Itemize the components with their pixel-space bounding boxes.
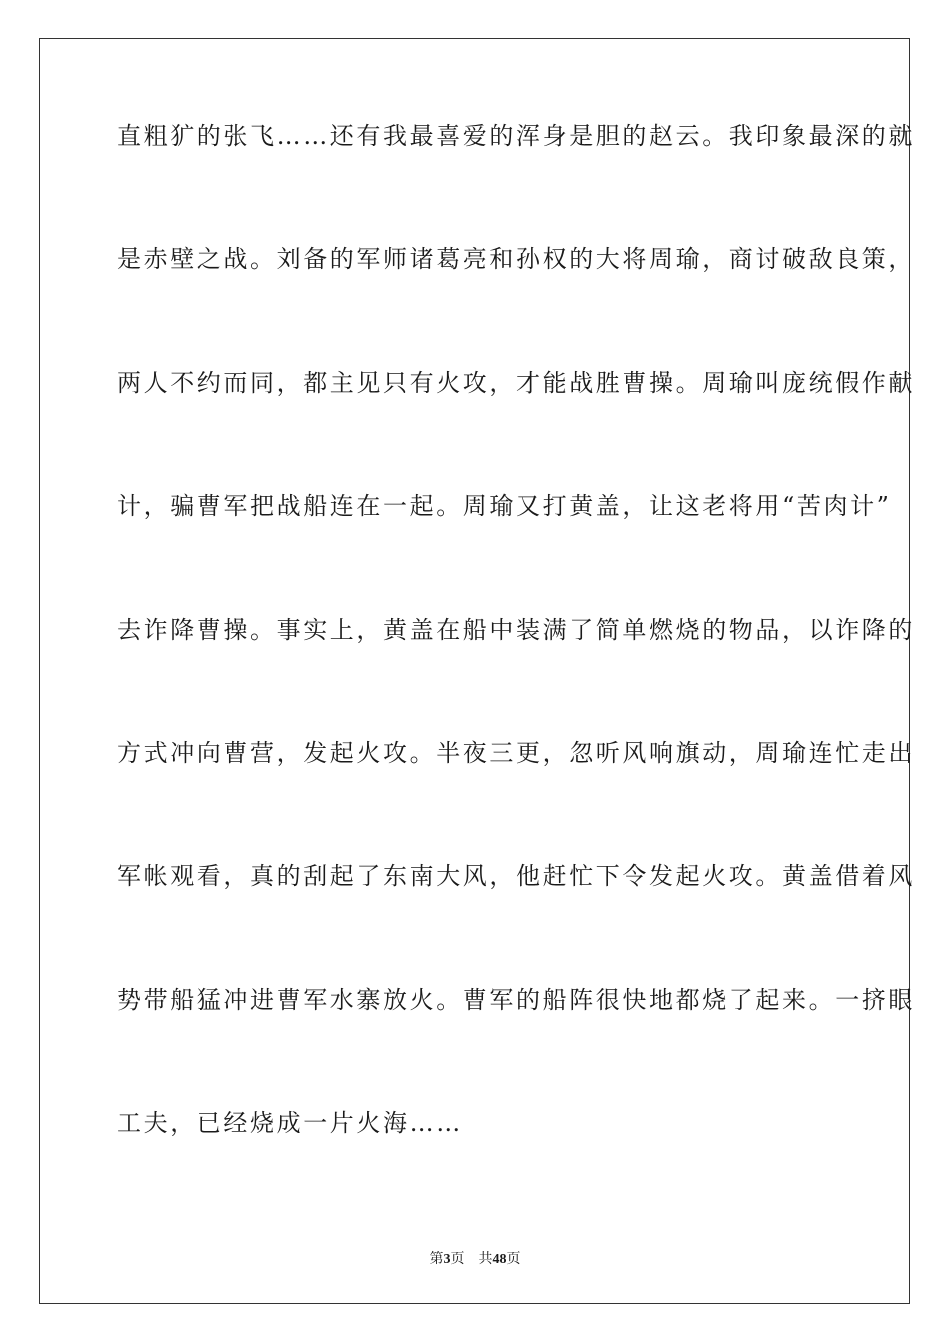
text-line: 工夫，已经烧成一片火海…… bbox=[117, 1109, 463, 1138]
text-line: 去诈降曹操。事实上，黄盖在船中装满了简单燃烧的物品，以诈降的 bbox=[117, 615, 915, 644]
total-prefix: 共 bbox=[478, 1252, 493, 1267]
total-suffix: 页 bbox=[506, 1252, 521, 1267]
text-line: 直粗犷的张飞……还有我最喜爱的浑身是胆的赵云。我印象最深的就 bbox=[117, 122, 915, 150]
page-prefix: 第 bbox=[429, 1252, 444, 1267]
page-suffix: 页 bbox=[450, 1252, 465, 1267]
text-line: 两人不约而同，都主见只有火攻，才能战胜曹操。周瑜叫庞统假作献 bbox=[117, 368, 915, 397]
text-line: 军帐观看，真的刮起了东南大风，他赶忙下令发起火攻。黄盖借着风 bbox=[117, 862, 915, 891]
document-body bbox=[117, 122, 915, 1235]
total-pages: 48 bbox=[492, 1252, 507, 1267]
page-number: 3 bbox=[443, 1252, 451, 1267]
text-line: 方式冲向曹营，发起火攻。半夜三更，忽听风响旗动，周瑜连忙走出 bbox=[117, 738, 915, 767]
page-footer bbox=[0, 1248, 950, 1268]
text-line: 势带船猛冲进曹军水寨放火。曹军的船阵很快地都烧了起来。一挤眼 bbox=[117, 985, 915, 1014]
text-line: 计，骗曹军把战船连在一起。周瑜又打黄盖，让这老将用“苦肉计” bbox=[117, 492, 892, 521]
text-line: 是赤壁之战。刘备的军师诸葛亮和孙权的大将周瑜，商讨破敌良策， bbox=[117, 245, 915, 274]
